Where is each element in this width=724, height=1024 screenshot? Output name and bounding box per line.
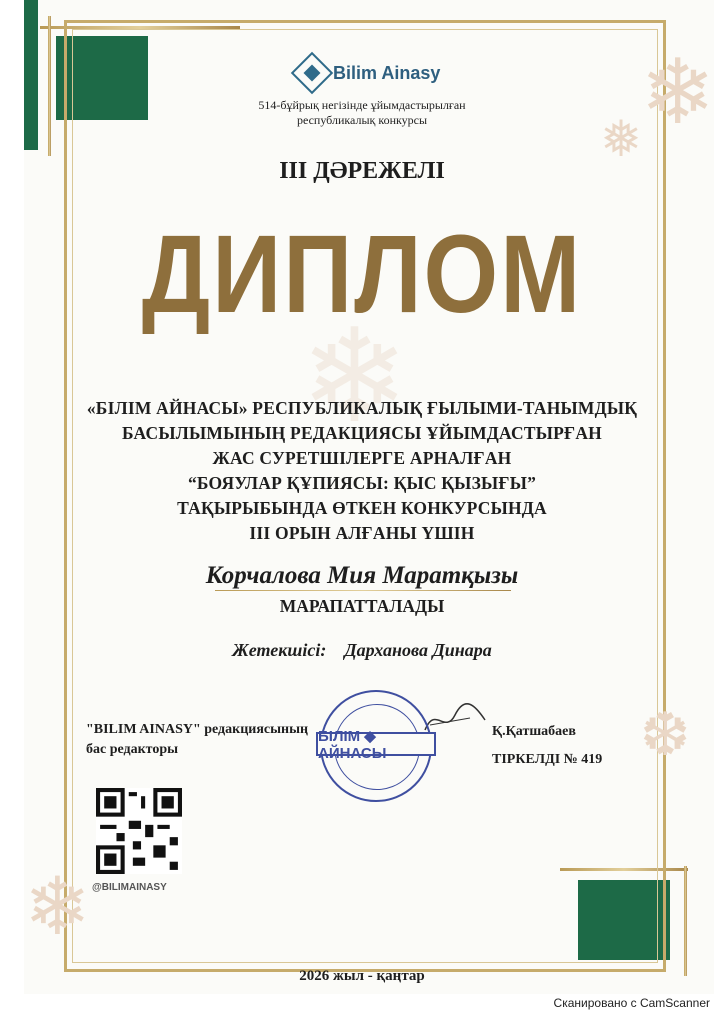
diploma-title: ДИПЛОМ [141,213,583,337]
editor-name: Қ.Қатшабаев [492,724,576,739]
order-line-2: республикалық конкурсы [296,113,428,127]
supervisor-line [0,640,724,661]
recipient-name: Корчалова Мия Маратқызы [205,562,519,589]
snowflake-icon: ❄ [300,300,409,452]
social-handle: @BILIMAINASY [92,882,167,893]
stamp-band: БІЛІМ ◆ АЙНАСЫ [316,732,436,756]
snowflake-icon: ❄ [640,40,716,145]
bilim-ainasy-logo [297,58,440,88]
editor-line-1: "BILIM AINASY" редакциясының [86,722,309,737]
supervisor-name: Дарханова Динара [344,640,492,660]
snowflake-icon: ❅ [600,110,642,168]
body-line: “БОЯУЛАР ҚҰПИЯСЫ: ҚЫС ҚЫЗЫҒЫ” [187,473,537,493]
logo-text: Bilim Ainasy [333,62,441,83]
registration-number: ТІРКЕЛДІ № 419 [492,752,603,767]
gold-line-right-vertical [684,866,687,976]
body-line: БАСЫЛЫМЫНЫҢ РЕДАКЦИЯСЫ ҰЙЫМДАСТЫРҒАН [122,423,602,443]
qr-code-image [96,788,182,874]
editor-title [86,720,308,760]
snowflake-icon: ❄ [24,860,92,953]
gold-line-left [48,16,51,156]
snowflake-icon: ❆ [640,700,691,770]
editor-line-2: бас редакторы [86,742,179,757]
body-line: III ОРЫН АЛҒАНЫ ҮШІН [249,523,475,543]
scan-credit: Сканировано с CamScanner [553,996,710,1010]
body-line: «БІЛІМ АЙНАСЫ» РЕСПУБЛИКАЛЫҚ ҒЫЛЫМИ-ТАНЫМДЫҚ [86,398,638,418]
logo-diamond-icon [291,52,333,94]
award-description [0,396,724,546]
body-line: ЖАС СУРЕТШІЛЕРГЕ АРНАЛҒАН [212,448,512,468]
body-line: ТАҚЫРЫБЫНДА ӨТКЕН КОНКУРСЫНДА [177,498,547,518]
editor-signature-block [492,722,602,770]
degree-heading: III ДӘРЕЖЕЛІ [279,158,445,184]
awarded-text: МАРАПАТТАЛАДЫ [279,596,445,616]
order-note [0,98,724,128]
supervisor-label: Жетекшісі: [232,640,327,660]
name-underline [215,590,511,591]
official-stamp [320,690,432,802]
order-line-1: 514-бұйрық негізінде ұйымдастырылған [258,98,466,112]
issue-date: 2026 жыл - қаңтар [299,968,425,984]
